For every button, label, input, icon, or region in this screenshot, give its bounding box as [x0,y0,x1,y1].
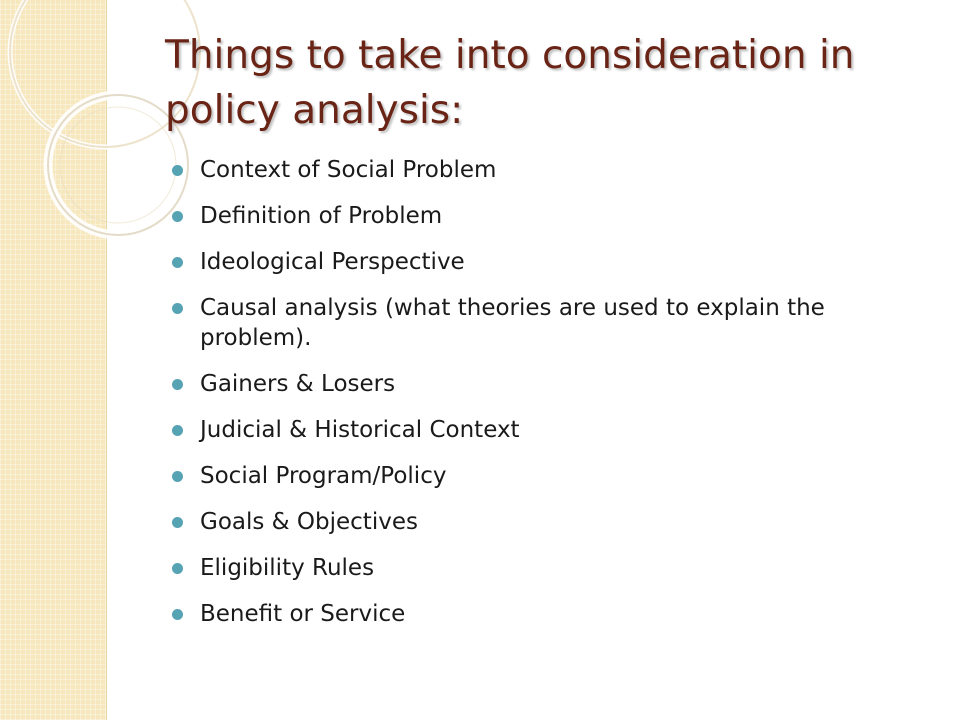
bullet-text: Causal analysis (what theories are used to explain the problem). [200,295,825,351]
bullet-item [172,155,932,185]
bullet-text: Context of Social Problem [200,157,497,183]
bullet-text: Benefit or Service [200,601,406,627]
slide-title: Things to take into consideration in policy analysis: [165,33,855,133]
bullet-item [172,507,932,537]
bullet-dot-icon [172,257,183,268]
bullet-dot-icon [172,211,183,222]
bullet-dot-icon [172,517,183,528]
bullet-dot-icon [172,563,183,574]
bullet-list [172,155,932,645]
bullet-item [172,247,932,277]
bullet-text: Goals & Objectives [200,509,418,535]
bullet-dot-icon [172,425,183,436]
bullet-item [172,415,932,445]
bullet-text: Judicial & Historical Context [200,417,520,443]
bullet-text: Eligibility Rules [200,555,375,581]
bullet-item [172,369,932,399]
bullet-dot-icon [172,471,183,482]
bullet-dot-icon [172,379,183,390]
bullet-item [172,201,932,231]
bullet-text: Definition of Problem [200,203,443,229]
bullet-dot-icon [172,303,183,314]
bullet-item [172,599,932,629]
bullet-text: Ideological Perspective [200,249,465,275]
bullet-dot-icon [172,609,183,620]
bullet-text: Gainers & Losers [200,371,396,397]
bullet-dot-icon [172,165,183,176]
bullet-item [172,553,932,583]
bullet-item [172,461,932,491]
decorative-side-band [0,0,107,720]
bullet-text: Social Program/Policy [200,463,447,489]
bullet-item [172,293,932,353]
